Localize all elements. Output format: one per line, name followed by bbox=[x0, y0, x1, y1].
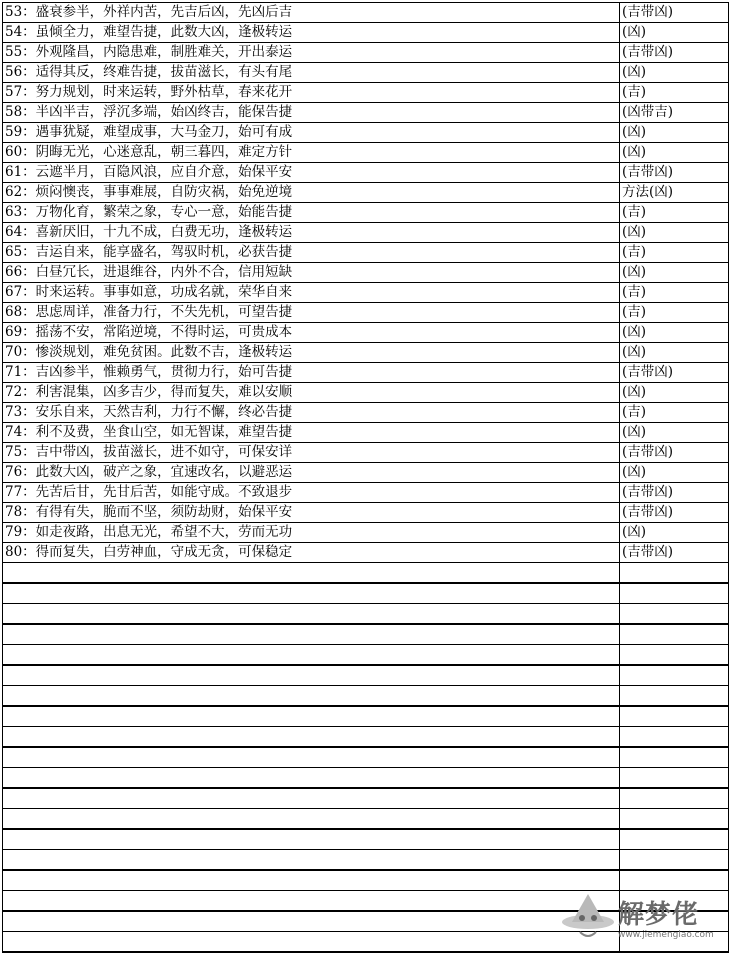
fortune-tag-cell: (凶) bbox=[620, 123, 729, 143]
table-row bbox=[3, 363, 729, 383]
empty-cell bbox=[620, 665, 729, 686]
empty-cell bbox=[620, 624, 729, 645]
fortune-text-cell: 55：外观隆昌，内隐患难，制胜难关，开出泰运 bbox=[3, 43, 620, 63]
fortune-text-cell: 61：云遮半月，百隐风浪，应自介意，始保平安 bbox=[3, 163, 620, 183]
fortune-tag-cell: (吉) bbox=[620, 283, 729, 303]
fortune-tag-cell: (吉带凶) bbox=[620, 163, 729, 183]
fortune-tag-cell: (凶) bbox=[620, 343, 729, 363]
fortune-tag-cell: 方法(凶) bbox=[620, 183, 729, 203]
fortune-text-cell: 54：虽倾全力，难望告捷，此数大凶，逢极转运 bbox=[3, 23, 620, 43]
empty-cell bbox=[620, 563, 729, 584]
fortune-tag-cell: (凶) bbox=[620, 63, 729, 83]
table-row bbox=[3, 283, 729, 303]
table-row bbox=[3, 183, 729, 203]
fortune-text-cell: 67：时来运转。事事如意，功成名就，荣华自来 bbox=[3, 283, 620, 303]
fortune-tag-cell: (吉带凶) bbox=[620, 3, 729, 23]
table-row bbox=[3, 423, 729, 443]
table-row bbox=[3, 123, 729, 143]
empty-row bbox=[3, 747, 729, 768]
empty-cell bbox=[620, 604, 729, 625]
empty-cell bbox=[3, 932, 620, 953]
empty-cell bbox=[3, 829, 620, 850]
fortune-tag-cell: (凶) bbox=[620, 323, 729, 343]
fortune-tag-cell: (凶) bbox=[620, 383, 729, 403]
fortune-text-cell: 56：适得其反，终难告捷，拔苗滋长，有头有尾 bbox=[3, 63, 620, 83]
table-row bbox=[3, 483, 729, 503]
table-row bbox=[3, 83, 729, 103]
empty-cell bbox=[620, 686, 729, 707]
empty-row bbox=[3, 788, 729, 809]
fortune-text-cell: 64：喜新厌旧，十九不成，白费无功，逢极转运 bbox=[3, 223, 620, 243]
table-row bbox=[3, 3, 729, 23]
empty-cell bbox=[620, 768, 729, 789]
empty-cell bbox=[3, 747, 620, 768]
empty-cell bbox=[3, 788, 620, 809]
fortune-tag-cell: (吉) bbox=[620, 243, 729, 263]
table-row bbox=[3, 403, 729, 423]
table-row bbox=[3, 503, 729, 523]
fortune-tag-cell: (凶) bbox=[620, 523, 729, 543]
fortune-tag-cell: (凶带吉) bbox=[620, 103, 729, 123]
fortune-tag-cell: (吉带凶) bbox=[620, 43, 729, 63]
fortune-tag-cell: (凶) bbox=[620, 143, 729, 163]
empty-row bbox=[3, 665, 729, 686]
fortune-text-cell: 68：思虑周详，准备力行，不失先机，可望告捷 bbox=[3, 303, 620, 323]
fortune-tag-cell: (凶) bbox=[620, 23, 729, 43]
empty-cell bbox=[3, 911, 620, 932]
empty-cell bbox=[3, 624, 620, 645]
table-row bbox=[3, 543, 729, 563]
empty-cell bbox=[3, 706, 620, 727]
empty-cell bbox=[3, 727, 620, 748]
empty-cell bbox=[3, 563, 620, 584]
fortune-text-cell: 71：吉凶参半，惟赖勇气，贯彻力行，始可告捷 bbox=[3, 363, 620, 383]
table-row bbox=[3, 323, 729, 343]
table-row bbox=[3, 383, 729, 403]
empty-cell bbox=[3, 891, 620, 912]
fortune-text-cell: 72：利害混集，凶多吉少，得而复失，难以安顺 bbox=[3, 383, 620, 403]
fortune-tag-cell: (凶) bbox=[620, 223, 729, 243]
empty-row bbox=[3, 624, 729, 645]
empty-cell bbox=[3, 870, 620, 891]
empty-cell bbox=[620, 788, 729, 809]
fortune-text-cell: 60：阴晦无光，心迷意乱，朝三暮四，难定方针 bbox=[3, 143, 620, 163]
fortune-tag-cell: (吉) bbox=[620, 83, 729, 103]
empty-row bbox=[3, 829, 729, 850]
table-row bbox=[3, 263, 729, 283]
fortune-text-cell: 80：得而复失，白劳神血，守成无贪，可保稳定 bbox=[3, 543, 620, 563]
empty-cell bbox=[620, 706, 729, 727]
fortune-tag-cell: (吉带凶) bbox=[620, 503, 729, 523]
empty-row bbox=[3, 583, 729, 604]
table-row bbox=[3, 103, 729, 123]
table-row bbox=[3, 343, 729, 363]
fortune-text-cell: 79：如走夜路，出息无光，希望不大，劳而无功 bbox=[3, 523, 620, 543]
empty-row bbox=[3, 706, 729, 727]
fortune-text-cell: 76：此数大凶，破产之象，宜速改名，以避恶运 bbox=[3, 463, 620, 483]
fortune-text-cell: 65：吉运自来，能享盛名，驾驭时机，必获告捷 bbox=[3, 243, 620, 263]
empty-cell bbox=[620, 747, 729, 768]
empty-cell bbox=[620, 829, 729, 850]
table-row bbox=[3, 443, 729, 463]
watermark bbox=[560, 884, 730, 948]
table-row bbox=[3, 223, 729, 243]
empty-cell bbox=[620, 727, 729, 748]
fortune-text-cell: 69：摇荡不安，常陷逆境，不得时运，可贵成本 bbox=[3, 323, 620, 343]
fortune-tag-cell: (吉带凶) bbox=[620, 483, 729, 503]
table-row bbox=[3, 303, 729, 323]
fortune-text-cell: 74：利不及费，坐食山空，如无智谋，难望告捷 bbox=[3, 423, 620, 443]
table-row bbox=[3, 463, 729, 483]
fortune-table-body bbox=[3, 3, 729, 953]
empty-row bbox=[3, 809, 729, 830]
fortune-tag-cell: (吉) bbox=[620, 403, 729, 423]
empty-row bbox=[3, 604, 729, 625]
empty-cell bbox=[3, 604, 620, 625]
fortune-text-cell: 63：万物化育，繁荣之象，专心一意，始能告捷 bbox=[3, 203, 620, 223]
empty-cell bbox=[3, 686, 620, 707]
fortune-tag-cell: (吉带凶) bbox=[620, 443, 729, 463]
empty-cell bbox=[3, 850, 620, 871]
empty-cell bbox=[3, 665, 620, 686]
empty-cell bbox=[3, 583, 620, 604]
empty-cell bbox=[620, 583, 729, 604]
table-row bbox=[3, 143, 729, 163]
empty-cell bbox=[620, 850, 729, 871]
fortune-tag-cell: (凶) bbox=[620, 463, 729, 483]
wizard-hat-icon bbox=[560, 888, 616, 944]
fortune-text-cell: 73：安乐自来，天然吉利，力行不懈，终必告捷 bbox=[3, 403, 620, 423]
fortune-text-cell: 70：惨淡规划，难免贫困。此数不吉，逢极转运 bbox=[3, 343, 620, 363]
fortune-text-cell: 58：半凶半吉，浮沉多端，始凶终吉，能保告捷 bbox=[3, 103, 620, 123]
fortune-tag-cell: (吉带凶) bbox=[620, 543, 729, 563]
table-row bbox=[3, 63, 729, 83]
fortune-text-cell: 66：白昼冗长，进退维谷，内外不合，信用短缺 bbox=[3, 263, 620, 283]
fortune-text-cell: 75：吉中带凶，拔苗滋长，进不如守，可保安详 bbox=[3, 443, 620, 463]
watermark-brand: 解梦佬 bbox=[618, 900, 700, 930]
fortune-text-cell: 62：烦闷懊丧，事事难展，自防灾祸，始免逆境 bbox=[3, 183, 620, 203]
watermark-url: www.jiemenglao.com bbox=[618, 930, 714, 940]
fortune-tag-cell: (吉带凶) bbox=[620, 363, 729, 383]
empty-row bbox=[3, 563, 729, 584]
fortune-tag-cell: (吉) bbox=[620, 203, 729, 223]
empty-row bbox=[3, 645, 729, 666]
empty-cell bbox=[620, 809, 729, 830]
empty-row bbox=[3, 727, 729, 748]
table-row bbox=[3, 203, 729, 223]
table-row bbox=[3, 243, 729, 263]
empty-row bbox=[3, 768, 729, 789]
fortune-text-cell: 59：遇事犹疑，难望成事，大马金刀，始可有成 bbox=[3, 123, 620, 143]
fortune-text-cell: 53：盛衰参半，外祥内苦，先吉后凶，先凶后吉 bbox=[3, 3, 620, 23]
fortune-tag-cell: (凶) bbox=[620, 263, 729, 283]
empty-row bbox=[3, 850, 729, 871]
empty-cell bbox=[620, 645, 729, 666]
fortune-tag-cell: (凶) bbox=[620, 423, 729, 443]
table-row bbox=[3, 23, 729, 43]
table-row bbox=[3, 43, 729, 63]
fortune-text-cell: 78：有得有失，脆而不坚，须防劫财，始保平安 bbox=[3, 503, 620, 523]
empty-cell bbox=[3, 645, 620, 666]
table-row bbox=[3, 163, 729, 183]
empty-row bbox=[3, 686, 729, 707]
fortune-tag-cell: (吉) bbox=[620, 303, 729, 323]
fortune-text-cell: 77：先苦后甘，先甘后苦，如能守成。不致退步 bbox=[3, 483, 620, 503]
empty-cell bbox=[3, 809, 620, 830]
table-row bbox=[3, 523, 729, 543]
fortune-table bbox=[2, 2, 729, 953]
fortune-text-cell: 57：努力规划，时来运转，野外枯草，春来花开 bbox=[3, 83, 620, 103]
empty-cell bbox=[3, 768, 620, 789]
